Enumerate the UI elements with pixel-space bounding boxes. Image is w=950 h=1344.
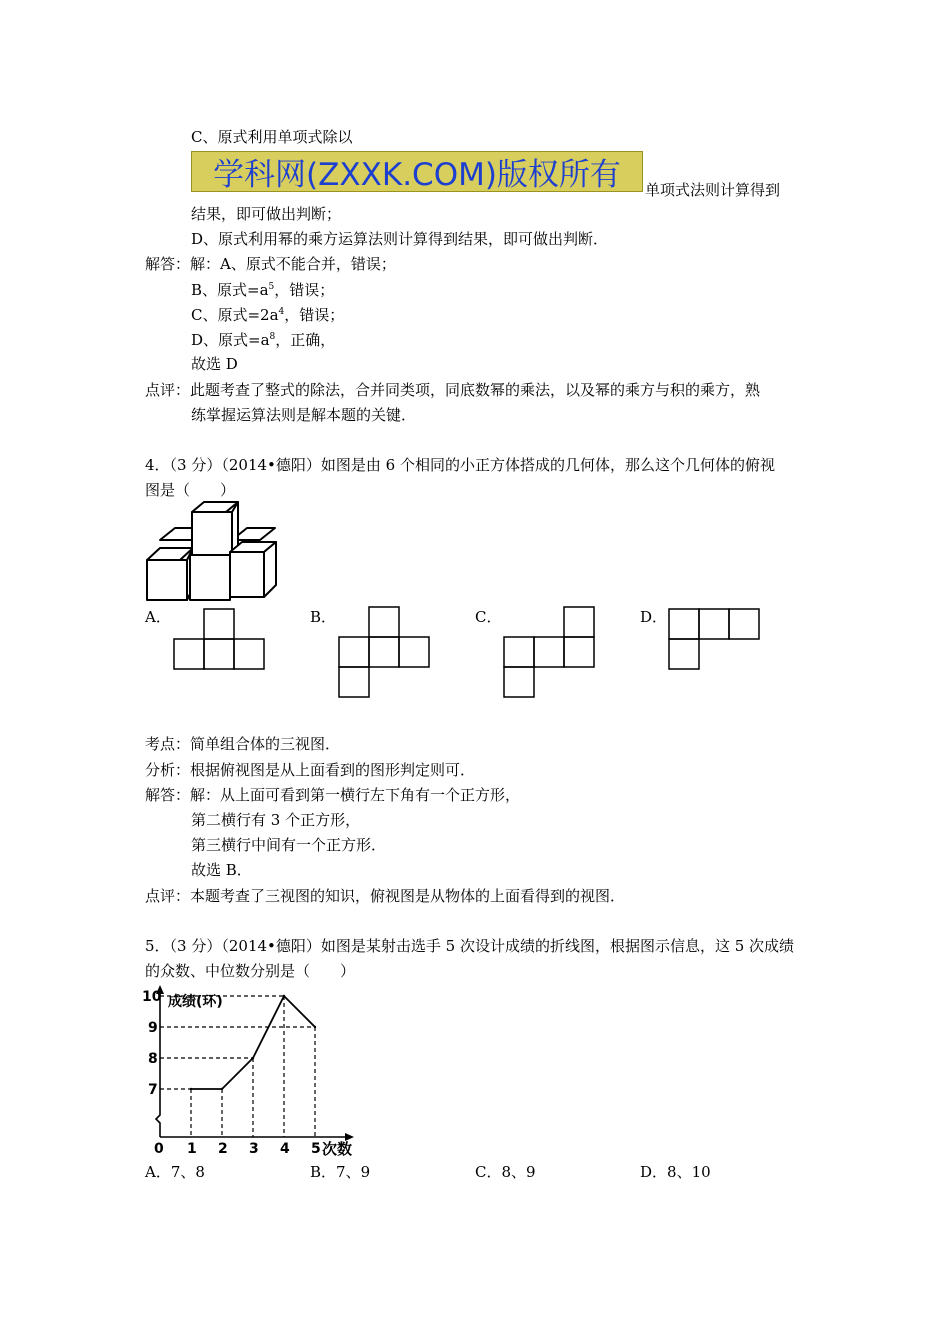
q4-option-a-figure — [172, 608, 266, 672]
watermark-text: 学科网(ZXXK.COM)版权所有 — [213, 157, 621, 193]
data-point — [314, 1026, 316, 1028]
q4-option-c-figure — [502, 606, 596, 700]
q3-comment-1: 点评：此题考查了整式的除法，合并同类项，同底数幂的乘法，以及幂的乘方与积的乘方，熟 — [145, 381, 761, 399]
data-point — [221, 1088, 223, 1090]
q4-kaodian: 考点：简单组合体的三视图． — [145, 735, 341, 753]
q4-option-d-figure — [667, 608, 761, 672]
y-tick-label: 8 — [148, 1051, 158, 1067]
q5-stem-2: 的众数、中位数分别是（ ） — [145, 962, 356, 980]
q4-option-b-figure — [337, 606, 431, 700]
x-tick-label: 1 — [187, 1141, 197, 1157]
q4-cube-figure — [140, 500, 285, 610]
q5-stem-1: 5．（3 分）（2014•德阳）如图是某射击选手 5 次设计成绩的折线图，根据图示信息，这 5 次成绩 — [145, 937, 795, 955]
x-axis-label: 次数 — [322, 1140, 353, 1158]
q4-jieda-3: 第三横行中间有一个正方形． — [191, 836, 387, 854]
q4-option-a-label: A． — [145, 608, 171, 626]
x-tick-label: 5 — [311, 1141, 321, 1157]
watermark-banner — [191, 151, 643, 192]
q3-answer-a: 解答：解：A、原式不能合并，错误； — [145, 255, 396, 273]
q5-option-a: A．7、8 — [145, 1163, 205, 1181]
data-point — [252, 1057, 254, 1059]
q4-jieda-2: 第二横行有 3 个正方形， — [191, 811, 361, 829]
q3-answer-c: C、原式$=2a^4$，错误； — [191, 306, 345, 324]
q4-stem-2: 图是（ ） — [145, 481, 236, 499]
q3-answer-b: B、原式$=a^5$，错误； — [191, 281, 335, 299]
q5-option-c: C．8、9 — [475, 1163, 536, 1181]
q5-option-d: D．8、10 — [640, 1163, 711, 1181]
y-tick-label: 10 — [142, 989, 162, 1005]
q5-line-chart — [140, 984, 380, 1159]
y-tick-label: 7 — [148, 1082, 158, 1098]
q3-answer-d: D、原式$=a^8$，正确， — [191, 331, 336, 349]
q3-line-d: D、原式利用幂的乘方运算法则计算得到结果，即可做出判断． — [191, 230, 609, 248]
q4-option-c-label: C． — [475, 608, 502, 626]
data-point — [190, 1088, 192, 1090]
x-tick-label: 3 — [249, 1141, 259, 1157]
q4-choose: 故选 B． — [191, 861, 252, 879]
q4-jieda-1: 解答：解：从上面可看到第一横行左下角有一个正方形， — [145, 786, 521, 804]
q4-fenxi: 分析：根据俯视图是从上面看到的图形判定则可． — [145, 761, 476, 779]
q3-line-c2: 结果，即可做出判断； — [191, 205, 342, 223]
q4-option-d-label: D． — [640, 608, 668, 626]
y-axis-label: 成绩(环) — [168, 994, 223, 1010]
y-tick-label: 9 — [148, 1020, 158, 1036]
data-point — [283, 995, 285, 997]
x-tick-label: 4 — [280, 1141, 290, 1157]
q3-line-c: C、原式利用单项式除以 — [191, 128, 353, 146]
q3-line-c-tail: 单项式法则计算得到 — [645, 181, 781, 199]
q5-option-b: B．7、9 — [310, 1163, 371, 1181]
x-tick-label: 0 — [154, 1141, 164, 1157]
x-tick-label: 2 — [218, 1141, 228, 1157]
q4-option-b-label: B． — [310, 608, 337, 626]
q3-choose: 故选 D — [191, 355, 238, 373]
q4-stem-1: 4．（3 分）（2014•德阳）如图是由 6 个相同的小正方体搭成的几何体，那么这个几何体的俯视 — [145, 456, 775, 474]
q3-comment-2: 练掌握运算法则是解本题的关键． — [191, 406, 417, 424]
q4-comment: 点评：本题考查了三视图的知识，俯视图是从物体的上面看得到的视图． — [145, 887, 626, 905]
